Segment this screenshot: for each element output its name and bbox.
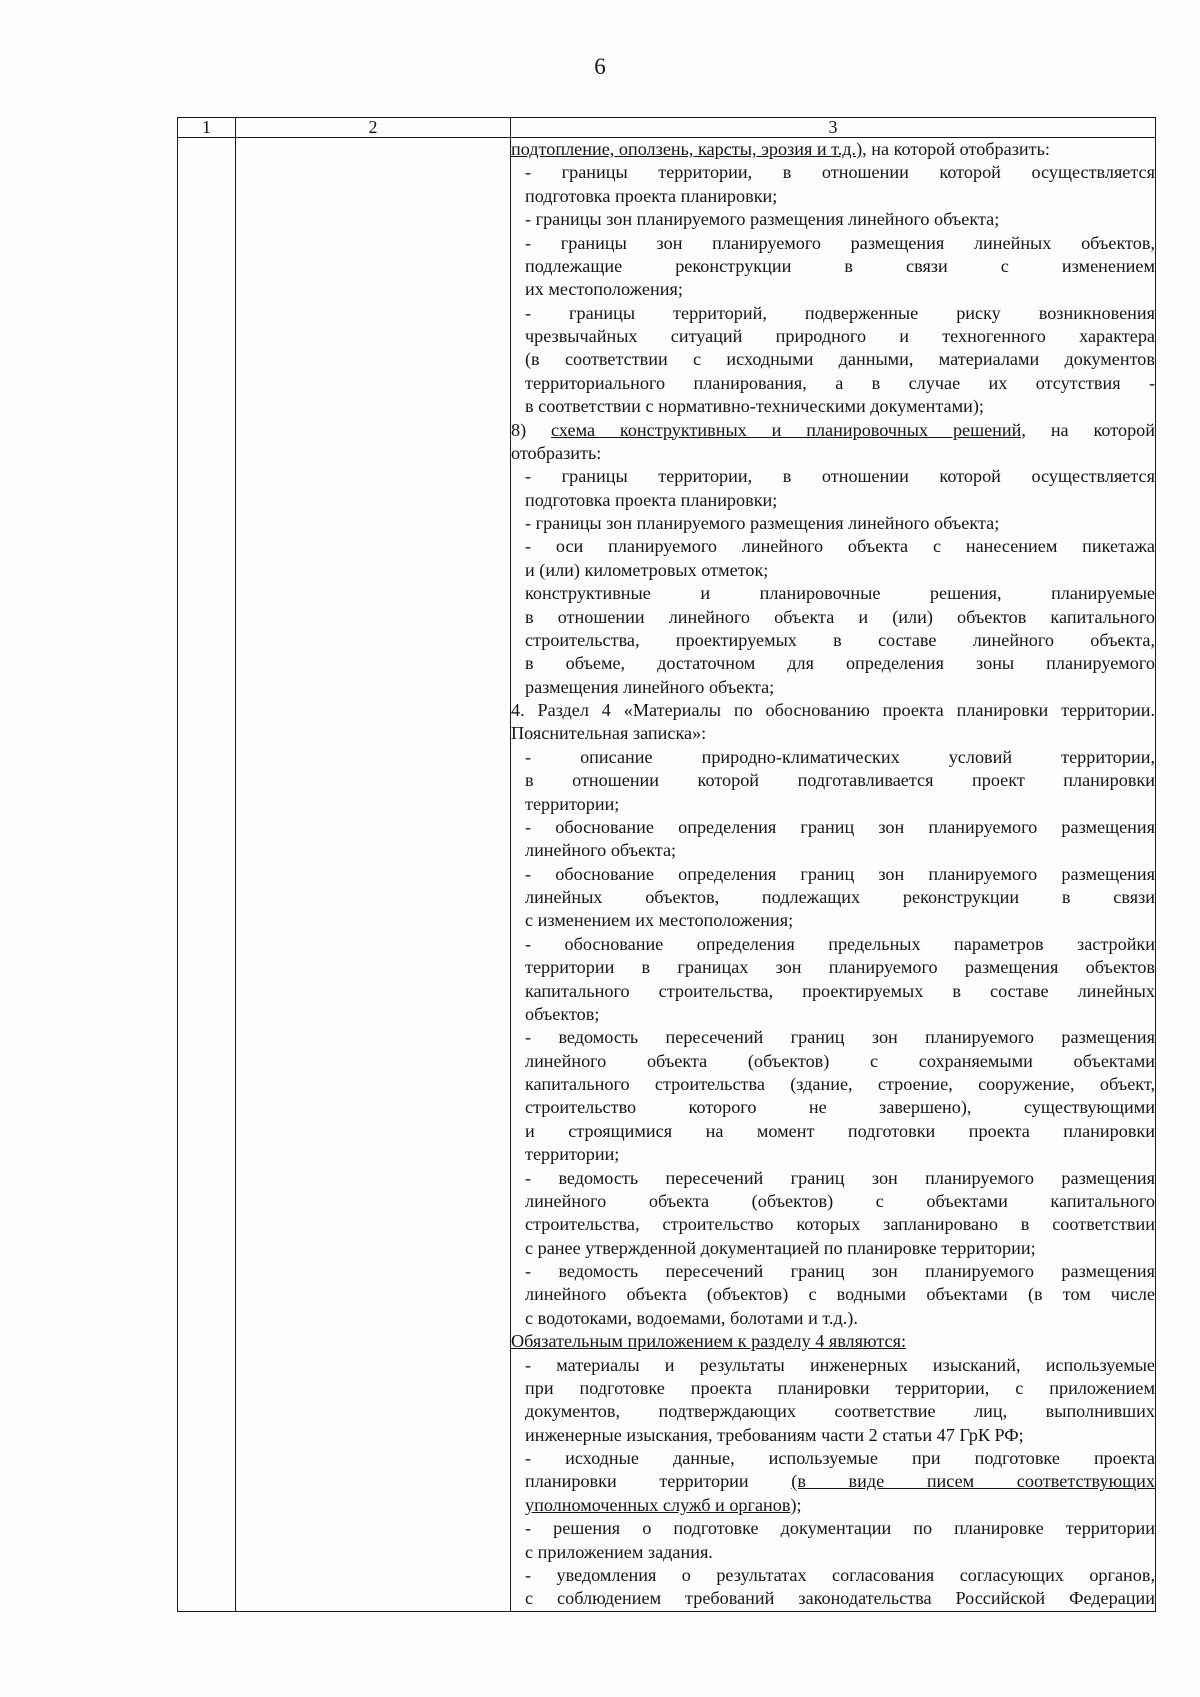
text-line: линейного объекта (объектов) с сохраняемыми объектами <box>525 1050 1155 1071</box>
text-line: строительство которого не завершено), существующими <box>525 1097 1155 1118</box>
text-line: инженерные изыскания, требованиям части 2 статьи 47 ГрК РФ; <box>525 1424 1024 1445</box>
text-line: в отношении которой подготавливается проект планировки <box>525 770 1155 791</box>
text-line: Пояснительная записка»: <box>511 723 707 744</box>
requirements-text <box>511 138 1155 1611</box>
text-segment: ); <box>790 1494 802 1515</box>
text-line: документов, подтверждающих соответствие лиц, выполнивших <box>525 1401 1155 1422</box>
text-line: подлежащие реконструкции в связи с изменением <box>525 255 1155 276</box>
text-line: их местоположения; <box>525 279 683 300</box>
text-line: - обоснование определения предельных параметров застройки <box>525 933 1155 954</box>
text-line: территориального планирования, а в случае их отсутствия - <box>525 372 1155 393</box>
text-line: - ведомость пересечений границ зон планируемого размещения <box>525 1261 1155 1281</box>
text-line: при подготовке проекта планировки территории, с приложением <box>525 1377 1155 1398</box>
text-line: с соблюдением требований законодательства Российской Федерации <box>525 1588 1155 1609</box>
text-line <box>511 1330 1155 1353</box>
text-line: строительства, строительство которых запланировано в соответствии <box>525 1214 1155 1235</box>
text-line: объектов; <box>525 1003 600 1024</box>
text-line: отобразить: <box>511 442 602 463</box>
text-segment: 8) <box>511 419 552 440</box>
underlined-text: схема конструктивных и планировочных решений, <box>551 419 1026 440</box>
text-line <box>511 1494 1155 1517</box>
text-line: - материалы и результаты инженерных изысканий, используемые <box>525 1354 1155 1375</box>
text-line: линейного объекта (объектов) с объектами капитального <box>525 1190 1155 1211</box>
underlined-text: подтопление, оползень, карсты, эрозия и т.д.) <box>511 139 863 159</box>
text-line <box>511 1470 1155 1493</box>
text-line: - обоснование определения границ зон планируемого размещения <box>525 863 1155 884</box>
text-line: - границы зон планируемого размещения линейных объектов, <box>525 232 1155 253</box>
text-line: (в соответствии с исходными данными, материалами документов <box>525 349 1155 370</box>
text-line: размещения линейного объекта; <box>525 676 775 697</box>
text-line: с приложением задания. <box>525 1541 713 1562</box>
text-line: и (или) километровых отметок; <box>525 559 769 580</box>
text-line: - границы территории, в отношении которой осуществляется <box>525 466 1155 487</box>
text-line: линейного объекта (объектов) с водными объектами (в том числе <box>525 1284 1155 1305</box>
text-line: с водотоками, водоемами, болотами и т.д.). <box>525 1307 858 1328</box>
text-line: и строящимися на момент подготовки проекта планировки <box>525 1120 1155 1141</box>
text-line: - границы территории, в отношении которой осуществляется <box>525 162 1155 183</box>
text-line: капитального строительства (здание, строение, сооружение, объект, <box>525 1074 1155 1094</box>
text-line: с изменением их местоположения; <box>525 910 794 931</box>
text-line: - границы зон планируемого размещения линейного объекта; <box>525 513 1000 533</box>
text-line: 4. Раздел 4 «Материалы по обоснованию проекта планировки территории. <box>511 700 1155 720</box>
cell-requirements <box>511 138 1156 1612</box>
cell-number <box>178 138 236 1612</box>
text-line: - ведомость пересечений границ зон планируемого размещения <box>525 1167 1155 1188</box>
underlined-text: (в виде писем соответствующих <box>791 1471 1155 1492</box>
cell-name <box>236 138 511 1612</box>
page-number: 6 <box>594 54 606 79</box>
text-line: в соответствии с нормативно-техническими документами); <box>525 396 984 417</box>
text-line: с ранее утвержденной документацией по планировке территории; <box>525 1237 1036 1258</box>
underlined-text: уполномоченных служб и органов <box>525 1494 791 1515</box>
text-line: подготовка проекта планировки; <box>525 489 778 510</box>
text-segment: планировки территории <box>525 1471 792 1492</box>
text-line: в объеме, достаточном для определения зоны планируемого <box>525 653 1155 674</box>
text-line: капитального строительства, проектируемых в составе линейных <box>525 980 1155 1001</box>
text-segment: , на которой отобразить: <box>862 139 1050 159</box>
text-line: - границы зон планируемого размещения линейного объекта; <box>525 209 1000 230</box>
text-line: подготовка проекта планировки; <box>525 185 778 206</box>
text-line: чрезвычайных ситуаций природного и техногенного характера <box>525 326 1155 346</box>
text-line <box>511 138 1155 161</box>
text-line: территории; <box>525 793 620 814</box>
text-line: - решения о подготовке документации по планировке территории <box>525 1518 1155 1539</box>
underlined-text: Обязательным приложением к разделу 4 являются: <box>511 1331 907 1352</box>
text-line: в отношении линейного объекта и (или) объектов капитального <box>525 606 1155 627</box>
text-line: линейных объектов, подлежащих реконструкции в связи <box>525 887 1155 907</box>
text-line: линейного объекта; <box>525 840 677 861</box>
text-line: строительства, проектируемых в составе линейного объекта, <box>525 629 1155 650</box>
text-line: конструктивные и планировочные решения, планируемые <box>525 583 1155 604</box>
text-line <box>511 419 1155 442</box>
text-line: - обоснование определения границ зон планируемого размещения <box>525 816 1155 837</box>
column-header-1: 1 <box>178 118 236 138</box>
text-line: территории в границах зон планируемого размещения объектов <box>525 957 1155 978</box>
text-segment: на которой <box>1025 419 1155 440</box>
text-line: территории; <box>525 1144 620 1165</box>
requirements-table <box>177 117 1156 1612</box>
text-line: - границы территорий, подверженные риску возникновения <box>525 302 1155 323</box>
column-header-2: 2 <box>236 118 511 138</box>
text-line: - оси планируемого линейного объекта с нанесением пикетажа <box>525 536 1155 557</box>
column-header-3: 3 <box>511 118 1156 138</box>
text-line: - ведомость пересечений границ зон планируемого размещения <box>525 1027 1155 1048</box>
table-header-row <box>178 118 1156 138</box>
text-line: - описание природно-климатических условий территории, <box>525 746 1155 767</box>
text-line: - уведомления о результатах согласования согласующих органов, <box>525 1564 1155 1585</box>
table-row <box>178 138 1156 1612</box>
text-line: - исходные данные, используемые при подготовке проекта <box>525 1448 1155 1468</box>
